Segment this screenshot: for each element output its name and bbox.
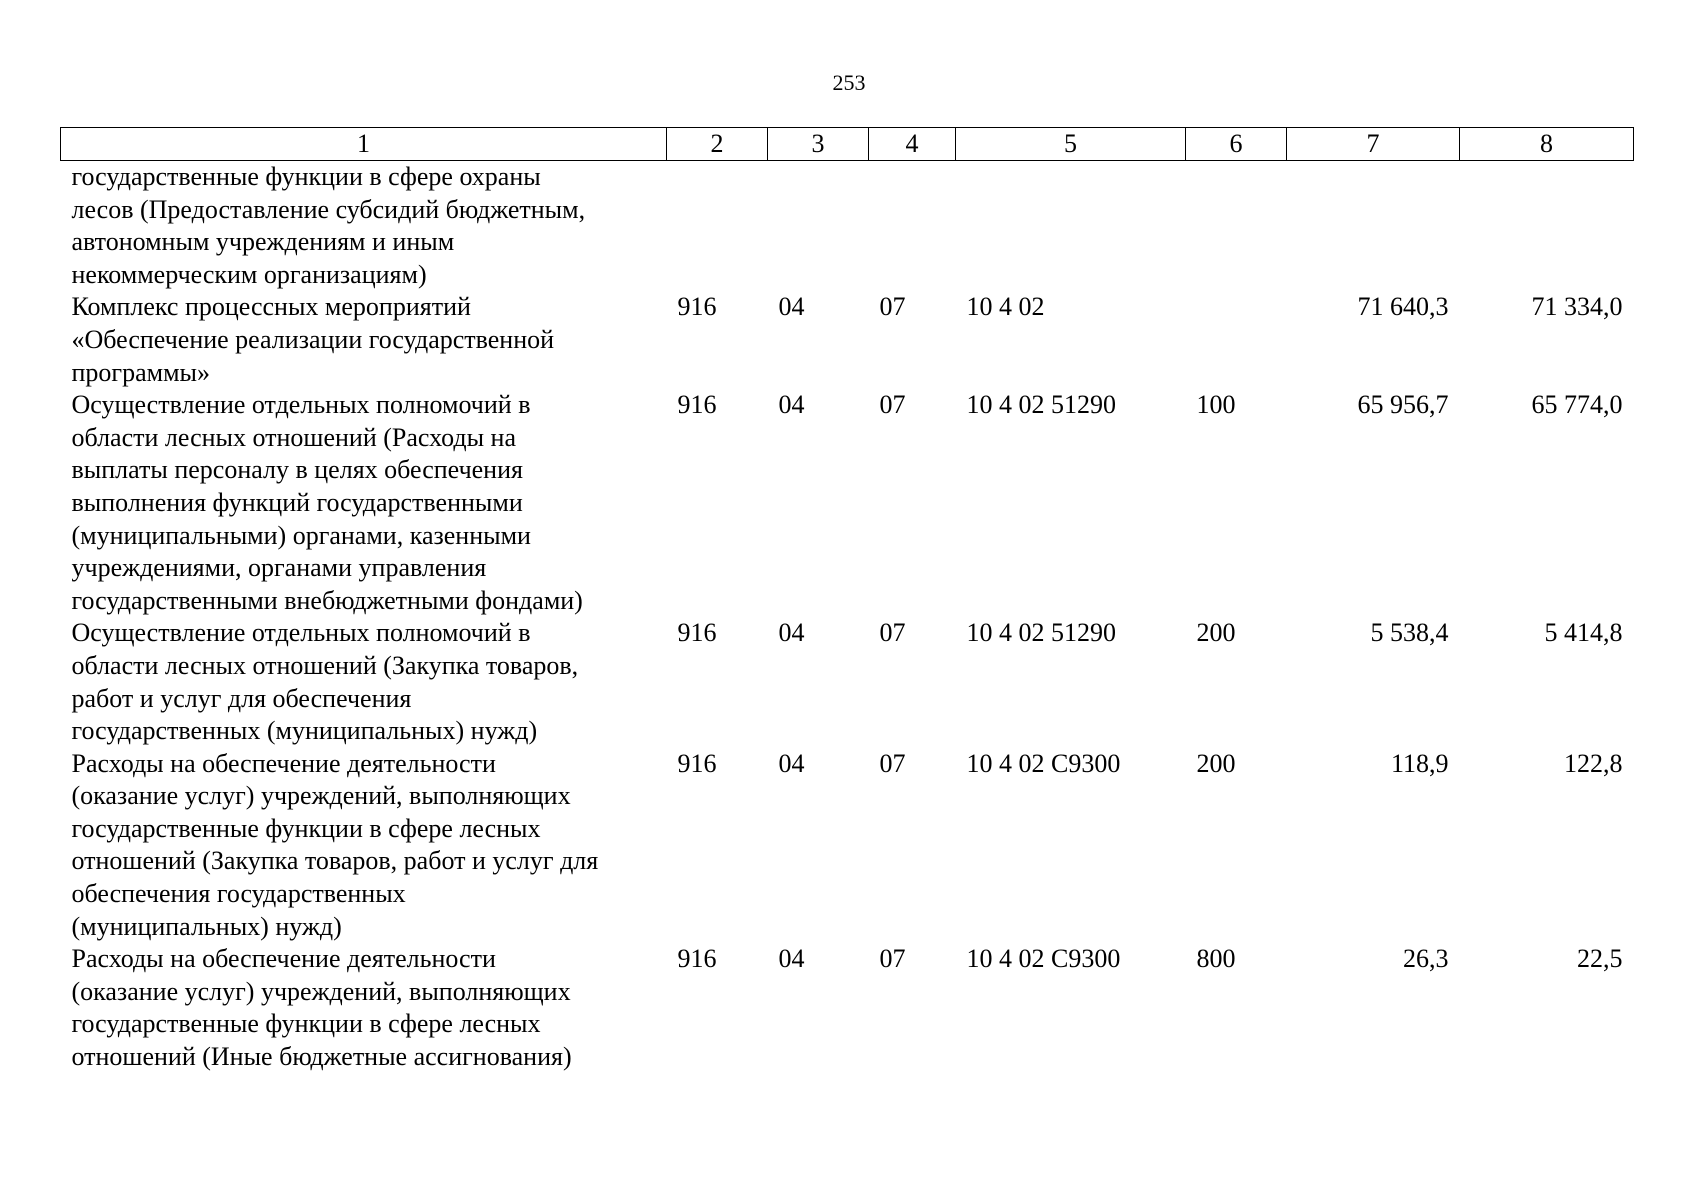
expense-type-cell: 200 (1196, 748, 1236, 778)
section-code-cell: 04 (778, 944, 805, 974)
section-code-cell (768, 161, 869, 292)
section-code-cell: 04 (778, 748, 805, 778)
row-name-cell (61, 748, 667, 944)
column-header-7: 7 (1287, 128, 1460, 161)
row-name-line: лесов (Предоставление субсидий бюджетным, (71, 194, 586, 224)
row-name-line: области лесных отношений (Расходы на (71, 422, 517, 452)
row-name-line: «Обеспечение реализации государственной (71, 324, 555, 354)
row-name-line: учреждениями, органами управления (71, 553, 487, 583)
row-name-line: (оказание услуг) учреждений, выполняющих (71, 781, 571, 811)
column-header-3: 3 (768, 128, 869, 161)
admin-code-cell: 916 (677, 618, 717, 648)
row-name-line: (оказание услуг) учреждений, выполняющих (71, 976, 571, 1006)
row-name-line: государственные функции в сфере лесных (71, 1009, 541, 1039)
expense-type-cell (1186, 161, 1287, 292)
table-body (61, 161, 1634, 1074)
amount-year-2-cell: 122,8 (1564, 748, 1623, 778)
expense-type-cell: 800 (1196, 944, 1236, 974)
amount-year-1-cell: 65 956,7 (1357, 390, 1449, 420)
column-header-4: 4 (869, 128, 956, 161)
table-row (61, 943, 1634, 1073)
amount-year-2-cell: 65 774,0 (1531, 390, 1623, 420)
amount-year-1-cell: 26,3 (1403, 944, 1449, 974)
row-name-cell (61, 161, 667, 292)
row-name-line: автономным учреждениям и иным (71, 227, 455, 257)
row-name-line: Расходы на обеспечение деятельности (71, 944, 496, 974)
column-header-6: 6 (1186, 128, 1287, 161)
table-row (61, 161, 1634, 292)
target-article-cell: 10 4 02 С9300 (966, 944, 1121, 974)
row-name-line: государственных (муниципальных) нужд) (71, 716, 538, 746)
table-row (61, 291, 1634, 389)
row-name-line: отношений (Закупка товаров, работ и услуг для (71, 846, 599, 876)
admin-code-cell (667, 161, 768, 292)
amount-year-2-cell: 22,5 (1577, 944, 1623, 974)
page-number: 253 (832, 70, 866, 95)
row-name-line: работ и услуг для обеспечения (71, 683, 412, 713)
target-article-cell: 10 4 02 С9300 (966, 748, 1121, 778)
admin-code-cell: 916 (677, 748, 717, 778)
amount-year-1-cell: 118,9 (1390, 748, 1449, 778)
section-code-cell: 04 (778, 390, 805, 420)
expense-type-cell: 100 (1196, 390, 1236, 420)
budget-table (60, 127, 1634, 1074)
section-code-cell: 04 (778, 292, 805, 322)
column-number-header-row (61, 128, 1634, 161)
row-name-cell (61, 943, 667, 1073)
target-article-cell: 10 4 02 51290 (966, 618, 1116, 648)
target-article-cell (956, 161, 1186, 292)
row-name-cell (61, 617, 667, 747)
row-name-line: государственные функции в сфере охраны (71, 162, 541, 191)
subsection-code-cell (869, 161, 956, 292)
table-row (61, 617, 1634, 747)
row-name-line: области лесных отношений (Закупка товаров, (71, 650, 579, 680)
table-row (61, 389, 1634, 617)
column-header-1: 1 (61, 128, 667, 161)
subsection-code-cell: 07 (879, 748, 906, 778)
row-name-line: государственные функции в сфере лесных (71, 813, 541, 843)
column-header-8: 8 (1460, 128, 1634, 161)
column-header-5: 5 (956, 128, 1186, 161)
row-name-cell (61, 291, 667, 389)
expense-type-cell: 200 (1196, 618, 1236, 648)
amount-year-2-cell: 5 414,8 (1544, 618, 1623, 648)
row-name-line: Комплекс процессных мероприятий (71, 292, 471, 322)
amount-year-2-cell (1460, 161, 1634, 292)
subsection-code-cell: 07 (879, 292, 906, 322)
amount-year-2-cell: 71 334,0 (1531, 292, 1623, 322)
row-name-line: отношений (Иные бюджетные ассигнования) (71, 1042, 572, 1072)
column-header-2: 2 (667, 128, 768, 161)
admin-code-cell: 916 (677, 390, 717, 420)
subsection-code-cell: 07 (879, 618, 906, 648)
row-name-cell (61, 389, 667, 617)
expense-type-cell (1186, 291, 1287, 389)
row-name-line: (муниципальных) нужд) (71, 911, 342, 941)
admin-code-cell: 916 (677, 944, 717, 974)
row-name-line: обеспечения государственных (71, 879, 406, 909)
row-name-line: выполнения функций государственными (71, 487, 523, 517)
row-name-line: Осуществление отдельных полномочий в (71, 390, 531, 420)
admin-code-cell: 916 (677, 292, 717, 322)
amount-year-1-cell: 71 640,3 (1357, 292, 1449, 322)
subsection-code-cell: 07 (879, 390, 906, 420)
row-name-line: Осуществление отдельных полномочий в (71, 618, 531, 648)
amount-year-1-cell (1287, 161, 1460, 292)
target-article-cell: 10 4 02 (966, 292, 1045, 322)
row-name-line: (муниципальными) органами, казенными (71, 520, 531, 550)
subsection-code-cell: 07 (879, 944, 906, 974)
section-code-cell: 04 (778, 618, 805, 648)
row-name-line: Расходы на обеспечение деятельности (71, 748, 496, 778)
table-row (61, 748, 1634, 944)
amount-year-1-cell: 5 538,4 (1370, 618, 1449, 648)
row-name-line: выплаты персоналу в целях обеспечения (71, 455, 523, 485)
row-name-line: государственными внебюджетными фондами) (71, 585, 583, 615)
row-name-line: некоммерческим организациям) (71, 259, 427, 289)
row-name-line: программы» (71, 357, 210, 387)
target-article-cell: 10 4 02 51290 (966, 390, 1116, 420)
